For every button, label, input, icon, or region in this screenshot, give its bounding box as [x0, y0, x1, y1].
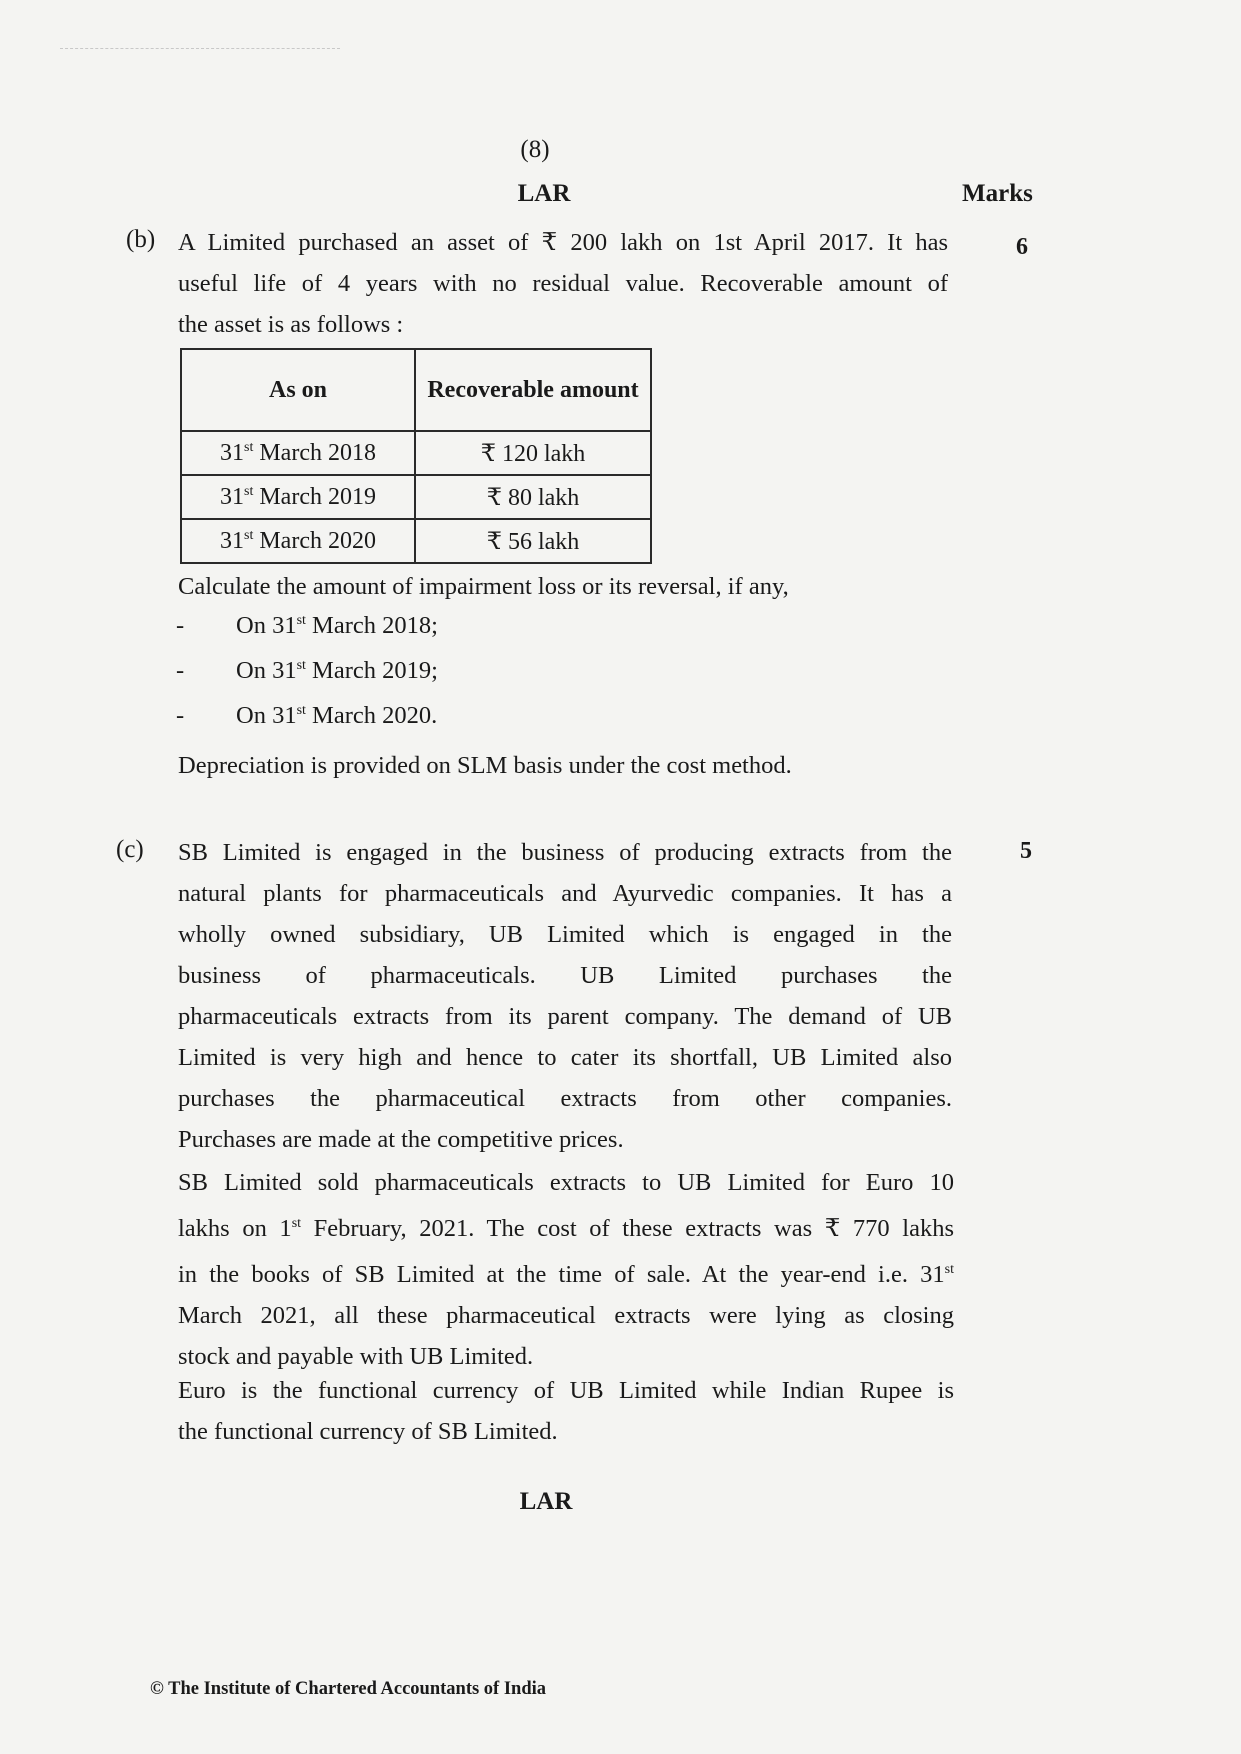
question-b-intro: [178, 222, 948, 345]
intro-line: useful life of 4 years with no residual value. Recoverable amount of: [178, 270, 948, 297]
question-c-marks: 5: [1020, 838, 1032, 864]
paragraph-line: SB Limited sold pharmaceuticals extracts to UB Limited for Euro 10: [178, 1169, 954, 1196]
paragraph-line: stock and payable with UB Limited.: [178, 1343, 534, 1371]
question-b-marks: 6: [1016, 234, 1028, 260]
intro-line: the asset is as follows :: [178, 311, 404, 338]
list-item: - On 31st March 2019;: [176, 657, 438, 684]
header-as-on: As on: [181, 349, 415, 431]
paragraph-line: Limited is very high and hence to cater its shortfall, UB Limited also: [178, 1044, 952, 1071]
paper-code-header: LAR: [517, 180, 571, 207]
question-c-label: (c): [116, 836, 144, 863]
date-cell: 31st March 2018: [181, 431, 415, 475]
paragraph-line: natural plants for pharmaceuticals and Ayurvedic companies. It has a: [178, 880, 952, 907]
recoverable-amount-table: [180, 348, 652, 564]
intro-line: A Limited purchased an asset of ₹ 200 lakh on 1st April 2017. It has: [178, 229, 948, 256]
table-header-row: [181, 349, 651, 431]
table-row: [181, 519, 651, 563]
paragraph-line: lakhs on 1st February, 2021. The cost of these extracts was ₹ 770 lakhs: [178, 1215, 955, 1243]
paper-code-footer: LAR: [519, 1488, 573, 1515]
table-row: [181, 475, 651, 519]
paragraph-line: wholly owned subsidiary, UB Limited which is engaged in the: [178, 921, 952, 948]
amount-cell: ₹ 120 lakh: [415, 431, 651, 475]
question-c-paragraph-2: [178, 1162, 954, 1377]
paragraph-line: March 2021, all these pharmaceutical extracts were lying as closing: [178, 1302, 954, 1330]
paragraph-line: the functional currency of SB Limited.: [178, 1418, 558, 1445]
question-b-label: (b): [126, 226, 156, 253]
header-recoverable-amount: Recoverable amount: [415, 349, 651, 431]
list-dash: -: [176, 657, 185, 684]
question-c-paragraph-3: [178, 1370, 954, 1452]
list-dash: -: [176, 702, 185, 729]
marks-column-header: Marks: [962, 180, 1033, 207]
page-number: (8): [520, 136, 550, 163]
date-cell: 31st March 2020: [181, 519, 415, 563]
scan-artifact: [60, 48, 340, 52]
date-cell: 31st March 2019: [181, 475, 415, 519]
question-b-note: Depreciation is provided on SLM basis under the cost method.: [178, 752, 792, 779]
amount-cell: ₹ 56 lakh: [415, 519, 651, 563]
paragraph-line: in the books of SB Limited at the time of sale. At the year-end i.e. 31st: [178, 1261, 954, 1289]
list-item: - On 31st March 2018;: [176, 612, 438, 639]
table-row: [181, 431, 651, 475]
question-c-paragraph-1: [178, 832, 952, 1160]
paragraph-line: SB Limited is engaged in the business of producing extracts from the: [178, 839, 952, 866]
list-item: - On 31st March 2020.: [176, 702, 438, 729]
paragraph-line: Purchases are made at the competitive prices.: [178, 1126, 624, 1153]
amount-cell: ₹ 80 lakh: [415, 475, 651, 519]
paragraph-line: pharmaceuticals extracts from its parent company. The demand of UB: [178, 1003, 952, 1030]
list-dash: -: [176, 612, 185, 639]
question-b-instruction: Calculate the amount of impairment loss or its reversal, if any,: [178, 573, 789, 600]
copyright-notice: © The Institute of Chartered Accountants of India: [150, 1679, 547, 1699]
paragraph-line: business of pharmaceuticals. UB Limited purchases the: [178, 962, 952, 989]
paragraph-line: purchases the pharmaceutical extracts from other companies.: [178, 1085, 952, 1112]
paragraph-line: Euro is the functional currency of UB Limited while Indian Rupee is: [178, 1377, 954, 1404]
